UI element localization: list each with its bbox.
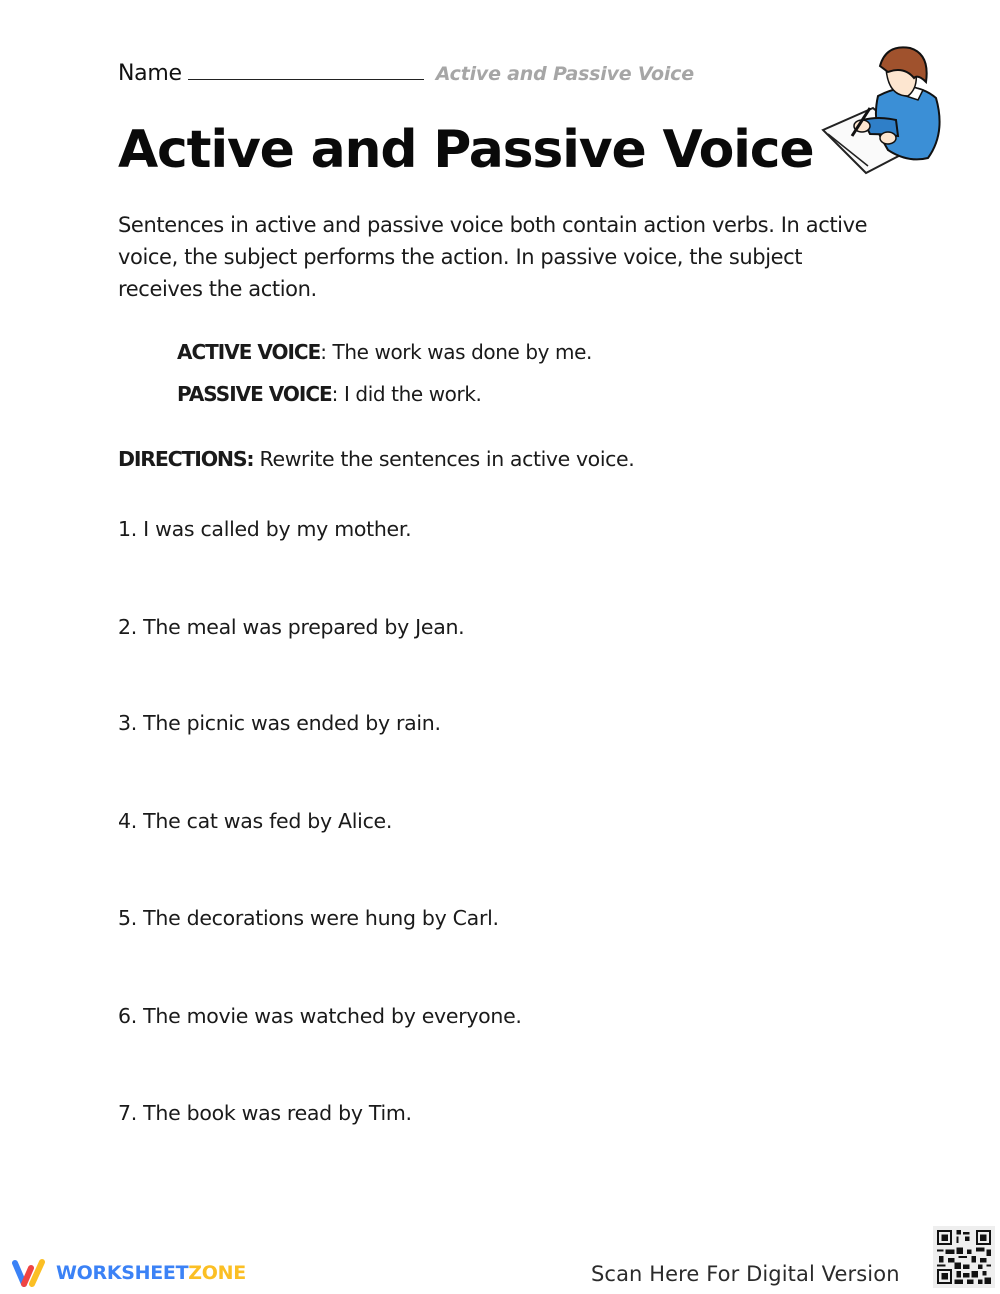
name-label: Name (118, 61, 182, 86)
name-input-line[interactable] (188, 60, 424, 80)
directions (118, 447, 634, 471)
active-voice-label: ACTIVE VOICE (177, 340, 321, 364)
passive-voice-label: PASSIVE VOICE (177, 382, 332, 406)
header-subtitle: Active and Passive Voice (435, 63, 694, 85)
question-4: 4. The cat was fed by Alice. (118, 809, 393, 833)
question-5: 5. The decorations were hung by Carl. (118, 906, 499, 930)
question-1: 1. I was called by my mother. (118, 517, 412, 541)
qr-code-icon[interactable] (933, 1226, 995, 1288)
active-voice-example (177, 340, 592, 364)
passive-voice-example (177, 382, 481, 406)
question-6: 6. The movie was watched by everyone. (118, 1004, 522, 1028)
directions-label: DIRECTIONS: (118, 447, 254, 471)
worksheetzone-logo[interactable] (10, 1258, 246, 1288)
logo-text-worksheet: WORKSHEET (56, 1262, 189, 1284)
passive-voice-text: : I did the work. (331, 382, 482, 406)
active-voice-text: : The work was done by me. (320, 340, 592, 364)
page-title: Active and Passive Voice (118, 120, 814, 180)
name-header (118, 60, 694, 90)
directions-text: Rewrite the sentences in active voice. (253, 447, 635, 471)
intro-paragraph: Sentences in active and passive voice both contain action verbs. In active voice, the subject performs the action. In passive voice, the subject receives the action. (118, 213, 868, 301)
scan-instruction: Scan Here For Digital Version (591, 1262, 900, 1286)
worksheetzone-logo-icon (10, 1258, 48, 1288)
logo-text-zone: ZONE (188, 1262, 246, 1284)
question-3: 3. The picnic was ended by rain. (118, 711, 441, 735)
question-7: 7. The book was read by Tim. (118, 1101, 412, 1125)
boy-writing-icon (818, 38, 948, 178)
question-2: 2. The meal was prepared by Jean. (118, 615, 465, 639)
